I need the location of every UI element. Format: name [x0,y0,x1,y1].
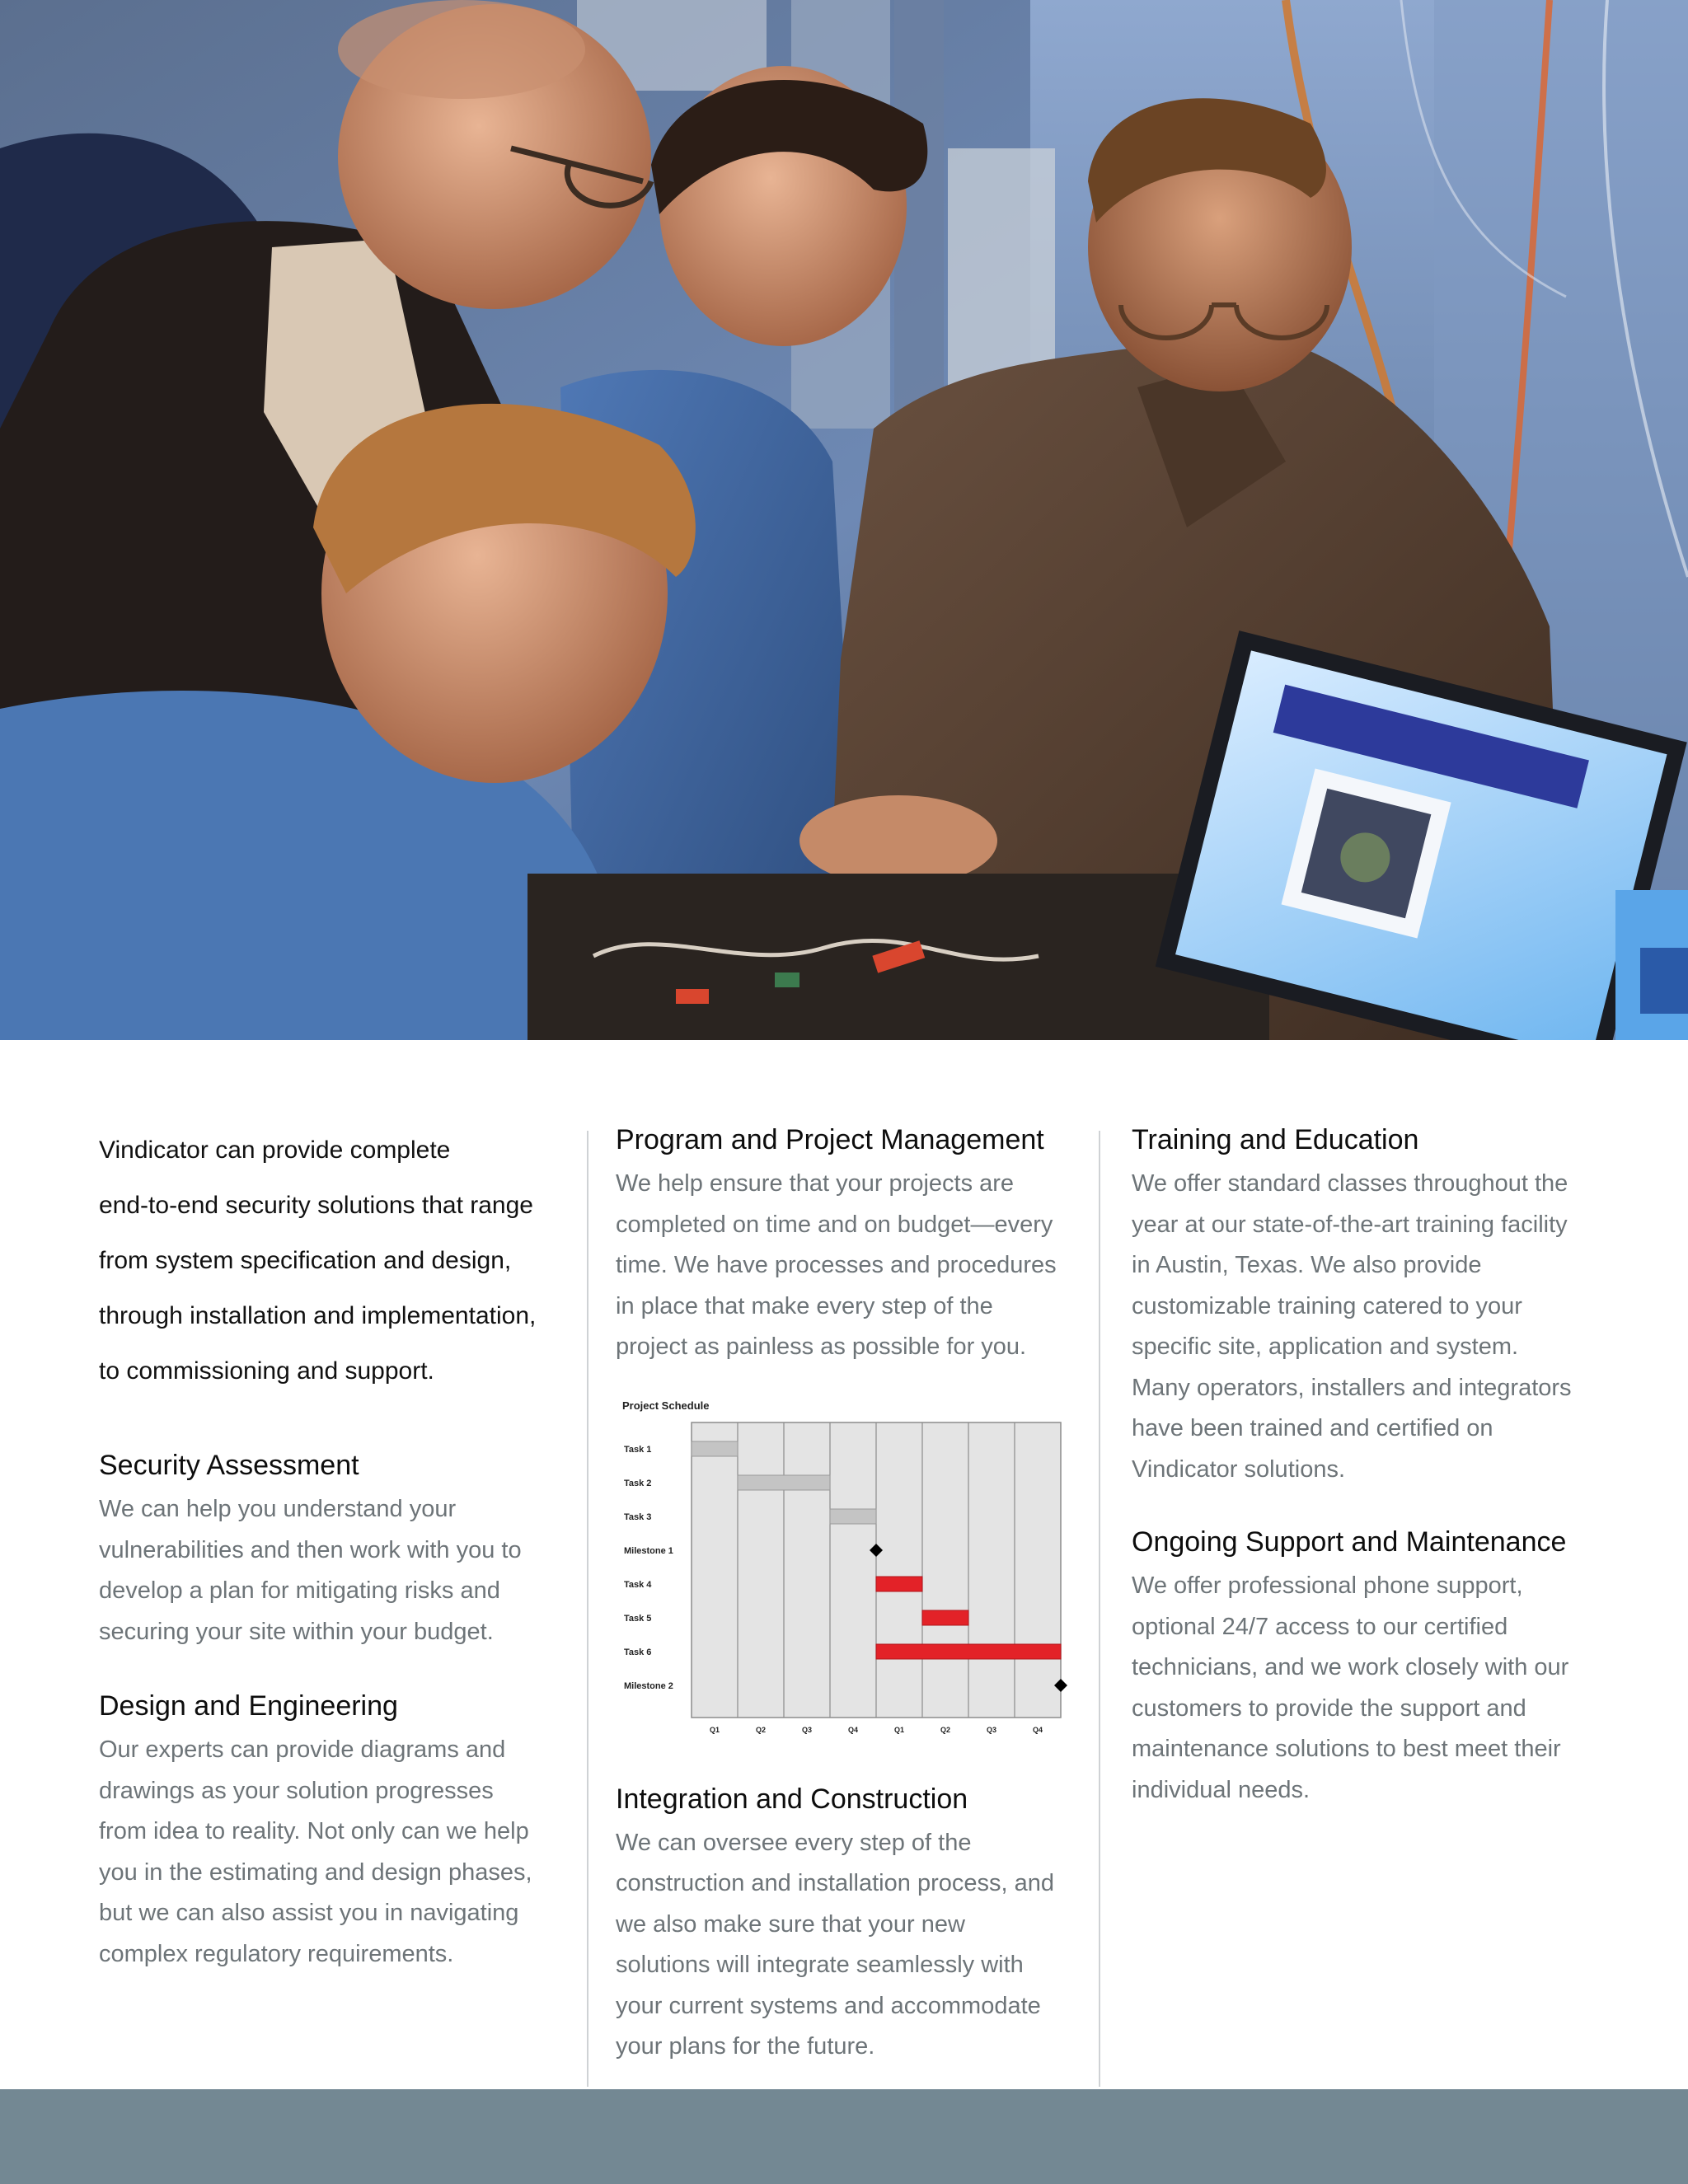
section-line: solutions will integrate seamlessly with [616,1952,1024,1978]
section-heading: Training and Education [1132,1124,1419,1155]
intro-line: end-to-end security solutions that range [99,1192,533,1219]
gantt-row-label: Task 4 [624,1579,652,1590]
section-line: Many operators, installers and integrators [1132,1374,1572,1401]
gantt-bar [738,1475,830,1490]
section-line: in Austin, Texas. We also provide [1132,1252,1482,1278]
gantt-tick-label: Q4 [847,1725,859,1734]
section-line: we also make sure that your new [616,1910,965,1938]
gantt-bar [876,1577,922,1591]
section-line: complex regulatory requirements. [99,1940,454,1967]
intro-line: to commissioning and support. [99,1357,434,1385]
gantt-row-label: Task 3 [624,1511,652,1522]
column-left [99,1122,565,2009]
section-line: customizable training catered to your [1132,1292,1522,1319]
gantt-tick-label: Q3 [801,1725,813,1734]
gantt-tick-label: Q1 [893,1725,905,1734]
gantt-row-label: Task 1 [624,1444,652,1455]
gantt-tick-label: Q3 [986,1725,997,1734]
section-line: customers to provide the support and [1132,1694,1526,1722]
gantt-bar [692,1441,738,1456]
section-line: develop a plan for mitigating risks and [99,1577,500,1604]
intro-line: through installation and implementation, [99,1302,537,1329]
intro-line: Vindicator can provide complete [99,1137,451,1164]
gantt-row-label: Task 6 [624,1647,652,1657]
section-line: time. We have processes and procedures [616,1252,1057,1278]
section-heading: Ongoing Support and Maintenance [1132,1526,1567,1558]
intro-statement [99,1122,565,1399]
gantt-row-label: Task 5 [624,1613,652,1624]
section-line: technicians, and we work closely with our [1132,1654,1569,1680]
section-program-management [616,1122,1085,1368]
gantt-row-label: Milestone 1 [624,1545,673,1556]
gantt-tick-label: Q2 [755,1725,767,1734]
column-divider [587,1131,588,2087]
section-training-education [1132,1122,1597,1490]
section-line: Vindicator solutions. [1132,1455,1346,1483]
section-line: vulnerabilities and then work with you to [99,1536,522,1563]
section-security-assessment [99,1448,565,1652]
section-line: We offer standard classes throughout the [1132,1170,1568,1197]
gantt-tick-label: Q2 [940,1725,951,1734]
section-integration-construction [616,1782,1085,2068]
section-line: completed on time and on budget—every [616,1211,1053,1238]
footer-band [0,2089,1688,2184]
section-line: maintenance solutions to best meet their [1132,1736,1561,1762]
gantt-row-label: Task 2 [624,1478,652,1488]
section-design-engineering [99,1689,565,1975]
section-line: securing your site within your budget. [99,1618,494,1645]
project-schedule-gantt [616,1398,1077,1744]
section-heading: Program and Project Management [616,1124,1044,1155]
section-line: Our experts can provide diagrams and [99,1736,506,1763]
section-line: your plans for the future. [616,2033,875,2060]
gantt-tick-label: Q1 [709,1725,720,1734]
gantt-row-label: Milestone 2 [624,1680,673,1691]
gantt-title: Project Schedule [622,1399,710,1412]
section-line: year at our state-of-the-art training facility [1132,1211,1568,1238]
section-ongoing-support [1132,1525,1597,1811]
section-heading: Security Assessment [99,1450,359,1481]
gantt-bar [922,1610,968,1625]
section-heading: Design and Engineering [99,1690,398,1722]
section-line: project as painless as possible for you. [616,1333,1027,1360]
column-right [1132,1122,1597,1845]
section-line: individual needs. [1132,1776,1311,1803]
column-middle [616,1122,1085,2102]
section-heading: Integration and Construction [616,1783,968,1815]
gantt-tick-label: Q4 [1032,1725,1043,1734]
section-line: specific site, application and system. [1132,1333,1519,1360]
section-line: We can oversee every step of the [616,1829,972,1856]
gantt-bar [830,1509,876,1524]
section-line: your current systems and accommodate [616,1992,1041,2019]
section-line: have been trained and certified on [1132,1415,1493,1441]
intro-line: from system specification and design, [99,1247,512,1274]
section-line: from idea to reality. Not only can we help [99,1818,529,1844]
section-line: you in the estimating and design phases, [99,1858,532,1886]
hero-photo [0,0,1688,1040]
section-line: optional 24/7 access to our certified [1132,1613,1508,1640]
section-line: We can help you understand your [99,1496,457,1522]
section-line: drawings as your solution progresses [99,1777,494,1804]
section-line: but we can also assist you in navigating [99,1900,519,1926]
section-line: We offer professional phone support, [1132,1572,1523,1599]
section-line: in place that make every step of the [616,1292,993,1319]
section-line: We help ensure that your projects are [616,1170,1015,1197]
section-line: construction and installation process, and [616,1870,1054,1896]
gantt-bar [876,1644,1061,1659]
column-divider [1099,1131,1100,2087]
